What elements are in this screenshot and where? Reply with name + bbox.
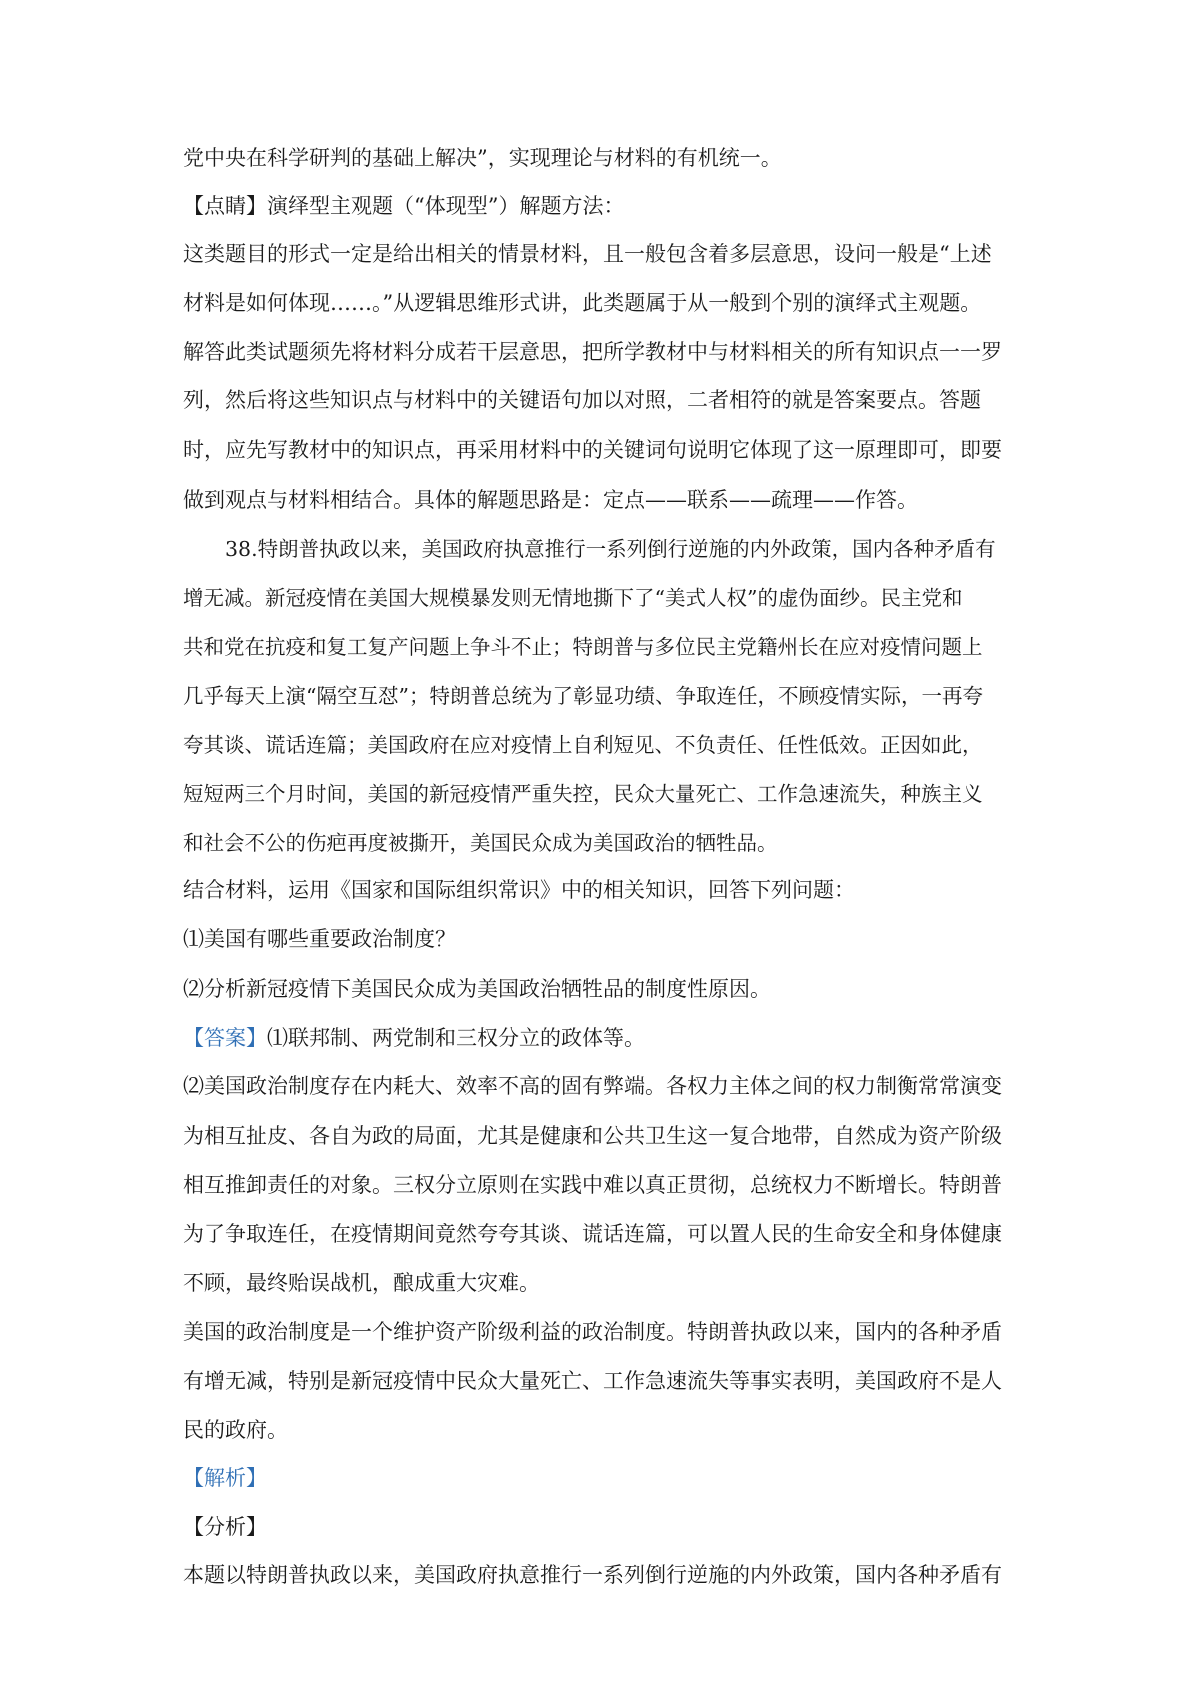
- text-line: 党中央在科学研判的基础上解决”，实现理论与材料的有机统一。: [183, 146, 782, 170]
- analysis-subheading: 【分析】: [183, 1515, 267, 1539]
- question-38-line: 夸其谈、谎话连篇；美国政府在应对疫情上自利短见、不负责任、任性低效。正因如此，: [183, 733, 983, 757]
- answer-3-line: 美国的政治制度是一个维护资产阶级利益的政治制度。特朗普执政以来，国内的各种矛盾: [183, 1320, 1002, 1344]
- answer-1-text: ⑴联邦制、两党制和三权分立的政体等。: [267, 1026, 645, 1050]
- answer-tag: 【答案】: [183, 1026, 267, 1050]
- answer-2-line: 为了争取连任，在疫情期间竟然夸夸其谈、谎话连篇，可以置人民的生命安全和身体健康: [183, 1222, 1002, 1246]
- sub-question-1: ⑴美国有哪些重要政治制度？: [183, 927, 456, 951]
- answer-2-line: ⑵美国政治制度存在内耗大、效率不高的固有弊端。各权力主体之间的权力制衡常常演变: [183, 1074, 1002, 1098]
- question-38-line: 短短两三个月时间，美国的新冠疫情严重失控，民众大量死亡、工作急速流失，种族主义: [183, 782, 983, 806]
- text-line: 列，然后将这些知识点与材料中的关键语句加以对照，二者相符的就是答案要点。答题: [183, 388, 981, 412]
- question-38-line: 共和党在抗疫和复工复产问题上争斗不止；特朗普与多位民主党籍州长在应对疫情问题上: [183, 635, 983, 659]
- text-line: 做到观点与材料相结合。具体的解题思路是：定点——联系——疏理——作答。: [183, 488, 918, 512]
- text-line: 材料是如何体现……。”从逻辑思维形式讲，此类题属于从一般到个别的演绎式主观题。: [183, 291, 982, 315]
- text-line: 本题以特朗普执政以来，美国政府执意推行一系列倒行逆施的内外政策，国内各种矛盾有: [183, 1563, 1002, 1587]
- text-line: 时，应先写教材中的知识点，再采用材料中的关键词句说明它体现了这一原理即可，即要: [183, 438, 1002, 462]
- instruction-line: 结合材料，运用《国家和国际组织常识》中的相关知识，回答下列问题：: [183, 878, 855, 902]
- text-line: 解答此类试题须先将材料分成若干层意思，把所学教材中与材料相关的所有知识点一一罗: [183, 340, 1002, 364]
- answer-2-line: 相互推卸责任的对象。三权分立原则在实践中难以真正贯彻，总统权力不断增长。特朗普: [183, 1173, 1002, 1197]
- question-38-line: 几乎每天上演“隔空互怼”；特朗普总统为了彰显功绩、争取连任，不顾疫情实际，一再夸: [183, 684, 983, 708]
- answer-line: [183, 1024, 645, 1052]
- tip-heading: 【点睛】演绎型主观题（“体现型”）解题方法：: [183, 194, 625, 218]
- question-38-line: 和社会不公的伤疤再度被撕开，美国民众成为美国政治的牺牲品。: [183, 831, 778, 855]
- sub-question-2: ⑵分析新冠疫情下美国民众成为美国政治牺牲品的制度性原因。: [183, 977, 771, 1001]
- answer-2-line: 为相互扯皮、各自为政的局面，尤其是健康和公共卫生这一复合地带，自然成为资产阶级: [183, 1124, 1002, 1148]
- answer-3-line: 有增无减，特别是新冠疫情中民众大量死亡、工作急速流失等事实表明，美国政府不是人: [183, 1369, 1002, 1393]
- text-line: 这类题目的形式一定是给出相关的情景材料，且一般包含着多层意思，设问一般是“上述: [183, 242, 992, 266]
- answer-2-line: 不顾，最终贻误战机，酿成重大灾难。: [183, 1271, 540, 1295]
- question-38-line: 增无减。新冠疫情在美国大规模暴发则无情地撕下了“美式人权”的虚伪面纱。民主党和: [183, 586, 963, 610]
- answer-3-line: 民的政府。: [183, 1418, 288, 1442]
- analysis-tag: 【解析】: [183, 1466, 267, 1490]
- question-38-line: 38.特朗普执政以来，美国政府执意推行一系列倒行逆施的内外政策，国内各种矛盾有: [225, 537, 996, 561]
